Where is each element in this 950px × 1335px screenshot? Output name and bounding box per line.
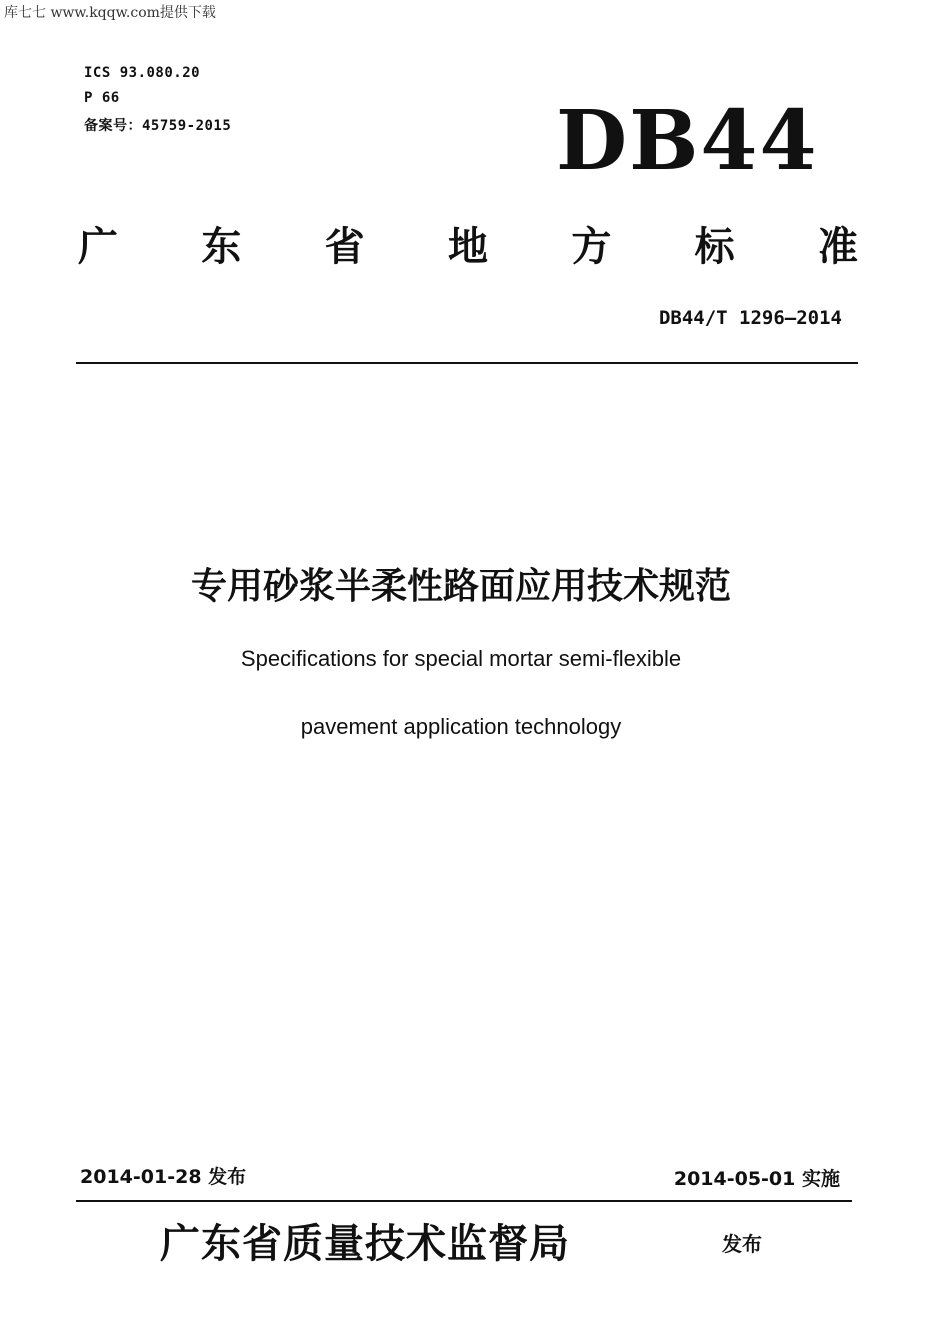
- title-chinese: 专用砂浆半柔性路面应用技术规范: [190, 566, 731, 607]
- standard-number: DB44/T 1296—2014: [658, 307, 842, 329]
- top-divider: [76, 362, 858, 364]
- publish-label: 发布: [722, 1232, 762, 1256]
- standard-type-char: 标: [694, 224, 735, 270]
- publisher-name: 广东省质量技术监督局: [160, 1220, 570, 1267]
- standard-type-char: 方: [571, 224, 612, 270]
- issue-date: 2014-01-28 发布: [80, 1166, 247, 1188]
- watermark-text: 库七七 www.kqqw.com提供下载: [4, 5, 216, 21]
- title-english-line2: pavement application technology: [300, 714, 622, 739]
- ics-code: ICS 93.080.20: [84, 65, 201, 81]
- effective-date: 2014-05-01 实施: [673, 1168, 840, 1190]
- record-number: 备案号：45759-2015: [84, 118, 232, 134]
- db-logo: DB44: [556, 93, 819, 189]
- standard-type-heading: [78, 215, 858, 272]
- title-english-line1: Specifications for special mortar semi-flexible: [240, 646, 682, 671]
- standard-type-char: 地: [447, 224, 488, 270]
- standard-type-char: 广: [78, 224, 118, 270]
- bottom-divider: [76, 1200, 852, 1202]
- standard-type-char: 准: [817, 224, 858, 270]
- classification-code: P 66: [84, 90, 120, 106]
- standard-type-char: 省: [324, 224, 365, 270]
- standard-type-char: 东: [201, 224, 242, 270]
